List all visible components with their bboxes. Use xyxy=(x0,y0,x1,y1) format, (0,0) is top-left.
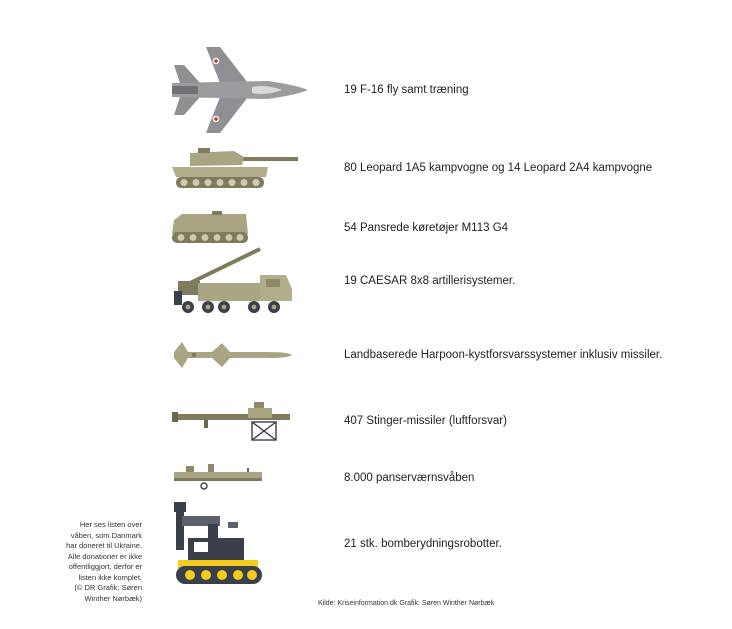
leopard-tank-icon xyxy=(168,145,308,190)
caption-line: Winther Nørbæk) xyxy=(84,593,142,603)
f16-jet-icon xyxy=(168,45,308,135)
weapon-label: 21 stk. bomberydningsrobotter. xyxy=(344,538,502,550)
weapon-label: 80 Leopard 1A5 kampvogne og 14 Leopard 2A4 kampvogne xyxy=(344,161,653,174)
weapon-row-stinger xyxy=(168,400,708,442)
weapon-label: Landbaserede Harpoon-kystforsvarssystemer inklusiv missiler. xyxy=(344,349,663,361)
weapon-label: 54 Pansrede køretøjer M113 G4 xyxy=(344,221,509,234)
bomb-disposal-robot-icon xyxy=(168,498,308,590)
weapon-label: 19 F-16 fly samt træning xyxy=(344,84,469,96)
m113-apc-icon xyxy=(168,210,308,245)
weapon-row-caesar xyxy=(168,245,708,317)
caption-line: Her ses listen over xyxy=(79,520,142,529)
weapon-label: 19 CAESAR 8x8 artillerisystemer. xyxy=(344,275,516,287)
weapon-row-m113 xyxy=(168,210,708,245)
caption-line: listen ikke komplet. xyxy=(78,572,142,582)
caption-line: offentliggjort, derfor er xyxy=(68,562,142,571)
weapon-row-antitank xyxy=(168,462,708,494)
source-credit: Kilde: Kriseinformation.dk Grafik: Søren Winther Nørbæk xyxy=(318,600,495,607)
harpoon-missile-icon xyxy=(168,340,308,370)
caption-line: Alle donationer er ikke xyxy=(67,551,142,561)
caption-line: våben, som Danmark xyxy=(70,530,142,540)
weapon-row-f16 xyxy=(168,45,708,135)
caption-line: har doneret til Ukraine. xyxy=(66,541,142,550)
weapon-row-harpoon xyxy=(168,340,708,370)
weapon-label: 8.000 panserværnsvåben xyxy=(344,472,475,484)
weapon-label: 407 Stinger-missiler (luftforsvar) xyxy=(344,415,507,427)
antitank-weapon-icon xyxy=(168,462,308,494)
weapon-row-leopard xyxy=(168,145,708,190)
weapon-row-robot xyxy=(168,498,708,590)
caption-line: (© DR Grafik: Søren xyxy=(74,583,142,592)
caption-note xyxy=(30,520,142,604)
caesar-artillery-truck-icon xyxy=(168,245,308,317)
stinger-launcher-icon xyxy=(168,400,308,442)
